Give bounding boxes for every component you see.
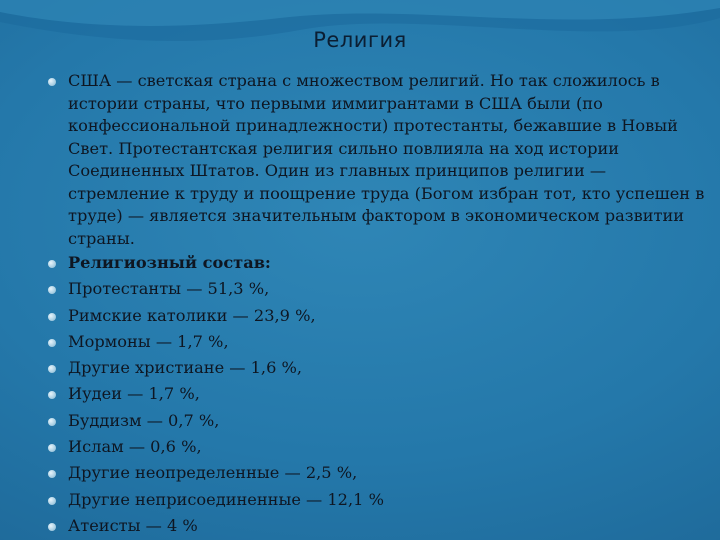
list-item [48,513,708,539]
list-item [48,408,708,434]
list-item [48,276,708,302]
list-item [48,381,708,407]
bullet-icon [48,260,56,268]
composition-heading: Религиозный состав: [68,253,271,272]
list-item-text: Римские католики — 23,9 %, [68,305,316,325]
intro-text: США — светская страна с множеством религий. Но так сложилось в истории страны, что первыми иммигрантами в США были (по конфессиональной принадлежности) протестанты, бежавшие в Новый Свет. Протестантская религия сильно повлияла на ход истории Соединенных Штатов. Один из главных принципов религии — стремление к труду и поощрение труда (Богом избран тот, кто успешен в труде) — является значительным фактором в экономическом развитии страны. [68,71,705,248]
list-item-heading [48,250,708,276]
bullet-icon [48,365,56,373]
bullet-icon [48,286,56,294]
list-item-text: Ислам — 0,6 %, [68,437,202,457]
list-item-text: Протестанты — 51,3 %, [68,279,270,299]
bullet-icon [48,313,56,321]
list-item-text: Мормоны — 1,7 %, [68,331,229,351]
bullet-icon [48,78,56,86]
content-list [48,70,708,539]
slide-title: Религия [313,28,407,52]
list-item-text: Другие христиане — 1,6 %, [68,358,303,378]
bullet-icon [48,391,56,399]
bullet-icon [48,523,56,531]
list-item [48,355,708,381]
list-item-text: Иудеи — 1,7 %, [68,384,200,404]
bullet-icon [48,497,56,505]
list-item-text: Другие неприсоединенные — 12,1 % [68,489,384,509]
list-item [48,487,708,513]
list-item-intro [48,70,708,250]
list-item-text: Другие неопределенные — 2,5 %, [68,463,358,483]
bullet-icon [48,444,56,452]
bullet-icon [48,339,56,347]
bullet-icon [48,470,56,478]
list-item [48,303,708,329]
bullet-icon [48,418,56,426]
list-item [48,460,708,486]
list-item-text: Атеисты — 4 % [68,515,198,535]
list-item-text: Буддизм — 0,7 %, [68,410,220,430]
list-item [48,434,708,460]
list-item [48,329,708,355]
